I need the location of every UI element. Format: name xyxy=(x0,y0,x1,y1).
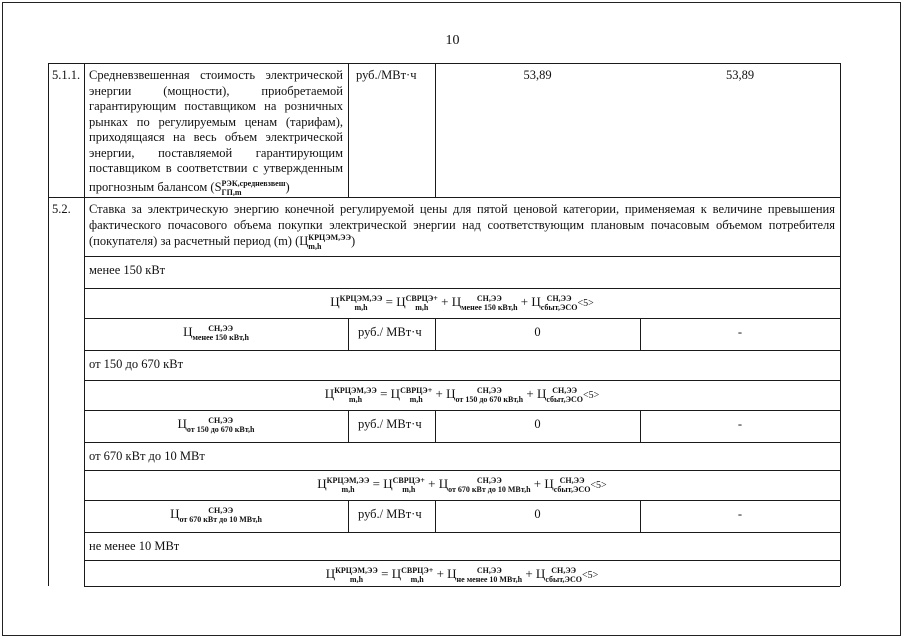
unit-label: руб./МВт·ч xyxy=(356,68,417,82)
table-rule xyxy=(348,318,349,350)
row-description-line: энергии (мощности), приобретаемой xyxy=(89,83,343,98)
table-rule xyxy=(84,380,840,381)
formula: Ц КРЦЭМ,ЭЭ m,h = Ц СВРЦЭ+ m,h + Ц СН,ЭЭ от 670 кВт до 10 МВт,h + Ц СН,ЭЭ сбыт,ЭСО <5> xyxy=(317,476,607,495)
table-rule xyxy=(348,500,349,532)
value-cell-2: - xyxy=(737,507,743,521)
table-rule xyxy=(840,63,841,586)
formula: Ц КРЦЭМ,ЭЭ m,h = Ц СВРЦЭ+ m,h + Ц СН,ЭЭ от 150 до 670 кВт,h + Ц СН,ЭЭ сбыт,ЭСО <5> xyxy=(324,386,600,405)
symbol-scripts: СН,ЭЭ сбыт,ЭСО xyxy=(546,386,584,405)
sub-label: Ц СН,ЭЭ менее 150 кВт,h xyxy=(183,324,249,343)
table-rule xyxy=(84,560,840,561)
unit-label: руб./ МВт·ч xyxy=(358,507,422,521)
symbol-scripts: РЭК,средневзвеш ГП,m xyxy=(221,178,286,197)
table-rule xyxy=(348,410,349,442)
footnote-ref: <5> xyxy=(577,298,594,309)
sub-label: Ц СН,ЭЭ от 150 до 670 кВт,h xyxy=(177,416,255,435)
table-rule xyxy=(84,500,840,501)
page-number: 10 xyxy=(445,33,460,48)
row-description-line: Ставка за электрическую энергию конечной регулируемой цены для пятой ценовой категории, применяемая к величине превышения xyxy=(89,202,835,216)
unit-label: руб./ МВт·ч xyxy=(358,417,422,431)
table-rule xyxy=(84,442,840,443)
row-number: 5.2. xyxy=(52,202,71,216)
symbol-scripts: СН,ЭЭ сбыт,ЭСО xyxy=(545,566,582,585)
table-rule xyxy=(48,63,840,64)
formula: Ц КРЦЭМ,ЭЭ m,h = Ц СВРЦЭ+ m,h + Ц СН,ЭЭ не менее 10 МВт,h + Ц СН,ЭЭ сбыт,ЭСО <5> xyxy=(325,566,599,585)
symbol-scripts: СН,ЭЭ от 150 до 670 кВт,h xyxy=(455,386,524,405)
table-rule xyxy=(84,532,840,533)
symbol-scripts: СН,ЭЭ сбыт,ЭСО xyxy=(540,294,578,313)
value-cell-2: - xyxy=(737,417,743,431)
row-description-line: рынках по регулируемым ценам (тарифам), xyxy=(89,114,343,129)
table-rule xyxy=(84,256,840,257)
sub-label: Ц СН,ЭЭ от 670 кВт до 10 МВт,h xyxy=(170,506,262,525)
symbol-scripts: КРЦЭМ,ЭЭ m,h xyxy=(335,566,378,585)
symbol-scripts: СН,ЭЭ от 670 кВт до 10 МВт,h xyxy=(179,506,262,525)
row-description-line: энергии, поставляемой гарантирующим xyxy=(89,145,343,160)
row-description-line: (покупателя) за расчетный период (m) (Ц КРЦЭМ,ЭЭ m,h ) xyxy=(89,233,356,251)
row-description-line: фактического почасового объема покупки электрической энергии над соответствующим плановым почасовым объемом потребителя xyxy=(89,217,835,232)
group-label: от 670 кВт до 10 МВт xyxy=(89,449,205,463)
footnote-ref: <5> xyxy=(581,570,599,581)
formula: Ц КРЦЭМ,ЭЭ m,h = Ц СВРЦЭ+ m,h + Ц СН,ЭЭ менее 150 кВт,h + Ц СН,ЭЭ сбыт,ЭСО <5> xyxy=(330,294,594,313)
row-description-line: Средневзвешенная стоимость электрической xyxy=(89,68,343,82)
row-description-line: прогнозным балансом (S РЭК,средневзвеш ГП,m ) xyxy=(89,178,290,197)
value-cell-2: 53,89 xyxy=(725,68,755,82)
table-rule xyxy=(48,197,840,198)
value-cell-1: 53,89 xyxy=(523,68,552,82)
table-rule xyxy=(84,470,840,471)
footnote-ref: <5> xyxy=(583,390,600,401)
row-number: 5.1.1. xyxy=(52,68,81,82)
value-cell-1: 0 xyxy=(534,325,541,339)
symbol-scripts: КРЦЭМ,ЭЭ m,h xyxy=(334,386,377,405)
symbol-scripts: СН,ЭЭ от 670 кВт до 10 МВт,h xyxy=(448,476,531,495)
table-rule xyxy=(84,350,840,351)
row-description-line: приходящаяся на весь объем электрической xyxy=(89,130,343,144)
table-rule xyxy=(84,410,840,411)
table-rule xyxy=(84,288,840,289)
table-rule xyxy=(84,586,840,587)
group-label: от 150 до 670 кВт xyxy=(89,357,184,371)
value-cell-1: 0 xyxy=(534,417,541,431)
group-label: менее 150 кВт xyxy=(89,263,166,277)
value-cell-2: - xyxy=(737,325,743,339)
table-rule xyxy=(348,63,349,197)
symbol-scripts: СН,ЭЭ сбыт,ЭСО xyxy=(553,476,591,495)
symbol-scripts: КРЦЭМ,ЭЭ m,h xyxy=(326,476,370,495)
symbol-scripts: СВРЦЭ+ m,h xyxy=(405,294,438,313)
symbol-scripts: СВРЦЭ+ m,h xyxy=(401,566,434,585)
row-description-line: гарантирующим поставщиком на розничных xyxy=(89,99,343,113)
unit-label: руб./ МВт·ч xyxy=(358,325,422,339)
symbol-scripts: СВРЦЭ+ m,h xyxy=(400,386,433,405)
symbol-scripts: СН,ЭЭ не менее 10 МВт,h xyxy=(456,566,523,585)
symbol-scripts: СВРЦЭ+ m,h xyxy=(392,476,425,495)
value-cell-1: 0 xyxy=(534,507,541,521)
symbol-scripts: СН,ЭЭ менее 150 кВт,h xyxy=(192,324,249,343)
symbol-scripts: СН,ЭЭ менее 150 кВт,h xyxy=(461,294,518,313)
row-description-line: поставщиком в соответствии с утвержденным xyxy=(89,161,343,175)
group-label: не менее 10 МВт xyxy=(89,539,180,553)
symbol-scripts: КРЦЭМ,ЭЭ m,h xyxy=(308,233,352,251)
symbol-scripts: КРЦЭМ,ЭЭ m,h xyxy=(339,294,383,313)
table-rule xyxy=(84,318,840,319)
footnote-ref: <5> xyxy=(590,480,607,491)
symbol-scripts: СН,ЭЭ от 150 до 670 кВт,h xyxy=(186,416,255,435)
table-rule xyxy=(48,63,49,586)
